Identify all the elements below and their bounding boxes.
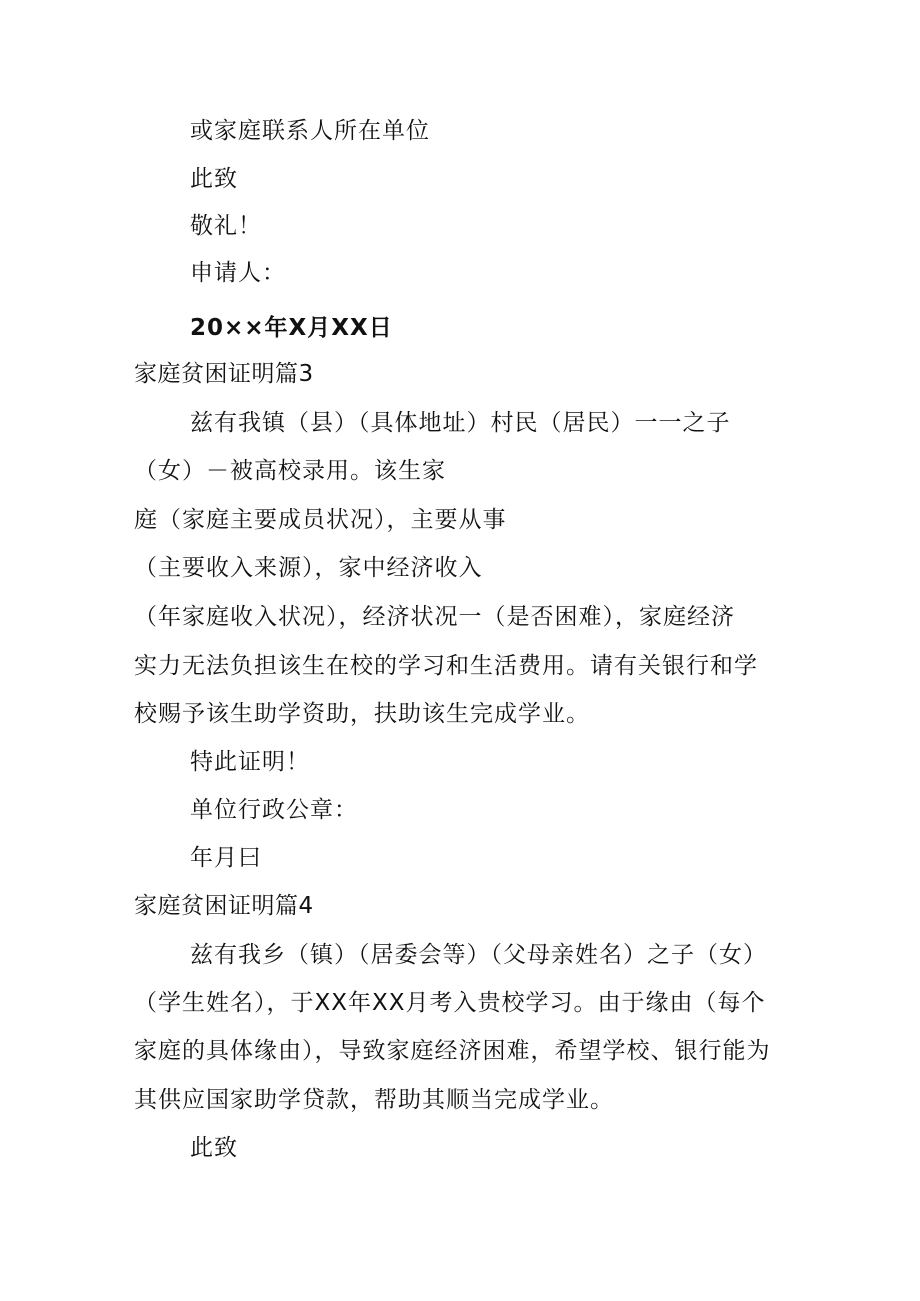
section-4-paragraph-line: 家庭的具体缘由），导致家庭经济困难，希望学校、银行能为 xyxy=(134,1038,771,1064)
section-4-paragraph-line: 其供应国家助学贷款，帮助其顺当完成学业。 xyxy=(134,1087,614,1113)
section-3-paragraph-line: 庭（家庭主要成员状况），主要从事 xyxy=(134,507,507,533)
section-3-paragraph-line: 实力无法负担该生在校的学习和生活费用。请有关银行和学 xyxy=(134,653,758,679)
section-3-paragraph-line: （年家庭收入状况），经济状况一（是否困难），家庭经济 xyxy=(134,604,735,630)
intro-line-unit: 或家庭联系人所在单位 xyxy=(190,118,430,144)
section-3-closing-date: 年月曰 xyxy=(190,845,262,871)
intro-line-salute: 敬礼！ xyxy=(190,213,262,239)
section-3-title: 家庭贫困证明篇3 xyxy=(134,361,314,387)
section-3-paragraph-line: （女）－被高校录用。该生家 xyxy=(134,458,446,484)
intro-line-date: 20××年X月XX日 xyxy=(190,315,393,341)
section-3-paragraph-line: 兹有我镇（县）（具体地址）村民（居民）一一之子 xyxy=(190,410,731,436)
section-3-closing-seal: 单位行政公章： xyxy=(190,797,358,823)
section-3-paragraph-line: 校赐予该生助学资助，扶助该生完成学业。 xyxy=(134,701,590,727)
section-4-title: 家庭贫困证明篇4 xyxy=(134,893,314,919)
section-4-paragraph-line: 兹有我乡（镇）（居委会等）（父母亲姓名）之子（女） xyxy=(190,942,767,968)
intro-line-greeting: 此致 xyxy=(190,166,238,192)
section-4-paragraph-line: （学生姓名），于XX年XX月考入贵校学习。由于缘由（每个 xyxy=(134,990,766,1016)
section-4-closing-greeting: 此致 xyxy=(190,1135,238,1161)
intro-line-applicant: 申请人： xyxy=(190,260,286,286)
section-3-paragraph-line: （主要收入来源），家中经济收入 xyxy=(134,555,483,581)
section-3-closing-certify: 特此证明！ xyxy=(190,749,310,775)
